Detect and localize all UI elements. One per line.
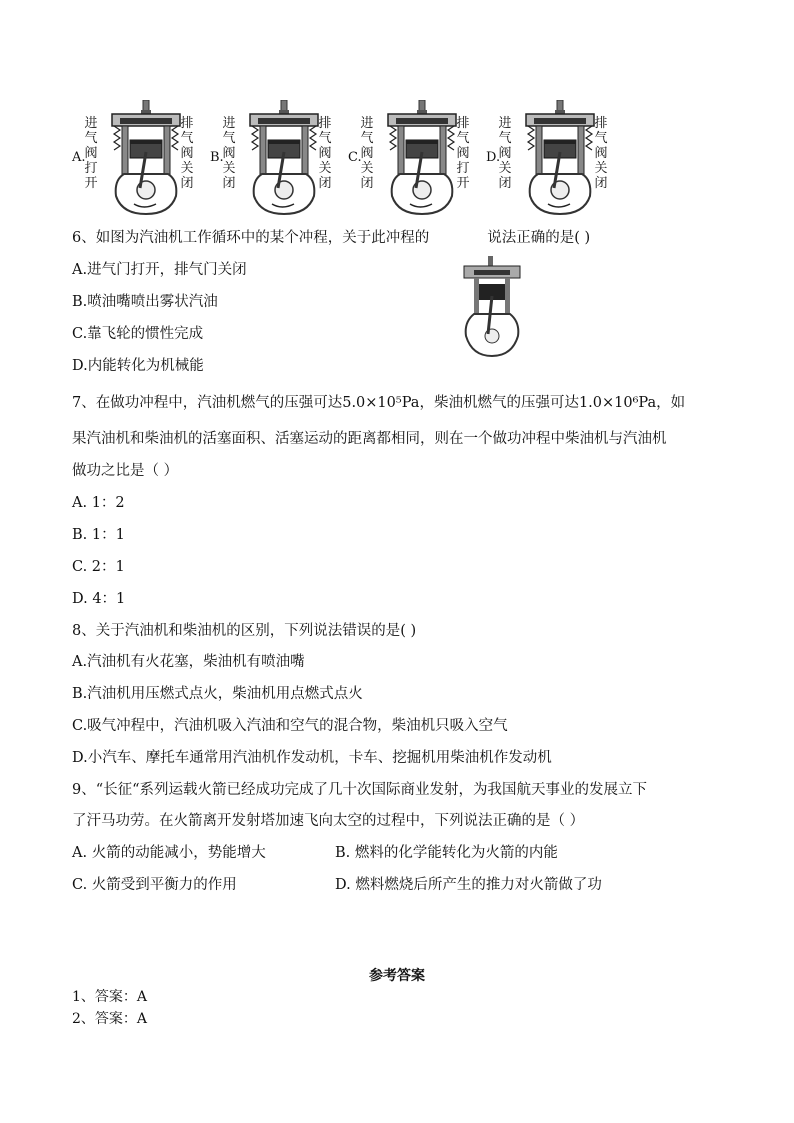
question-7-option-b: B. 1：1 bbox=[72, 527, 125, 543]
question-6-stem-part1: 6、如图为汽油机工作循环中的某个冲程，关于此冲程的 bbox=[72, 230, 430, 246]
left-valve-label: 进气阀关闭 bbox=[222, 116, 236, 191]
option-letter: C. bbox=[348, 150, 362, 165]
question-6-option-d: D.内能转化为机械能 bbox=[72, 358, 204, 374]
right-valve-label: 排气阀关闭 bbox=[180, 116, 194, 191]
question-8-option-a: A.汽油机有火花塞，柴油机有喷油嘴 bbox=[72, 654, 305, 670]
question-9-line-1: 9、“长征“系列运载火箭已经成功完成了几十次国际商业发射，为我国航天事业的发展立下 bbox=[72, 782, 648, 798]
engine-option-d bbox=[486, 100, 616, 215]
question-6-stem bbox=[72, 228, 590, 248]
question-8-option-c: C.吸气冲程中，汽油机吸入汽油和空气的混合物，柴油机只吸入空气 bbox=[72, 718, 508, 734]
question-9-option-a: A. 火箭的动能减小，势能增大 bbox=[72, 845, 266, 861]
question-6-option-b: B.喷油嘴喷出雾状汽油 bbox=[72, 294, 218, 310]
question-9-option-b: B. 燃料的化学能转化为火箭的内能 bbox=[335, 845, 558, 861]
question-6-engine-diagram bbox=[460, 256, 524, 364]
right-valve-label: 排气阀打开 bbox=[456, 116, 470, 191]
engine-option-b bbox=[210, 100, 340, 215]
option-letter: A. bbox=[72, 150, 86, 165]
question-9-option-d: D. 燃料燃烧后所产生的推力对火箭做了功 bbox=[335, 877, 602, 893]
right-valve-label: 排气阀关闭 bbox=[594, 116, 608, 191]
question-8-stem: 8、关于汽油机和柴油机的区别，下列说法错误的是( ) bbox=[72, 623, 417, 639]
question-7-line-2: 果汽油机和柴油机的活塞面积、活塞运动的距离都相同，则在一个做功冲程中柴油机与汽油机 bbox=[72, 431, 667, 447]
engine-diagram bbox=[514, 100, 606, 216]
question-7-line-1: 7、在做功冲程中，汽油机燃气的压强可达5.0×10⁵Pa，柴油机燃气的压强可达1.0×10⁶Pa，如 bbox=[72, 395, 686, 411]
question-7-line-3: 做功之比是（ ） bbox=[72, 463, 179, 479]
question-7-option-a: A. 1：2 bbox=[72, 495, 125, 511]
right-valve-label: 排气阀关闭 bbox=[318, 116, 332, 191]
engine-diagram bbox=[238, 100, 330, 216]
question-7-option-c: C. 2：1 bbox=[72, 559, 125, 575]
answer-1: 1、答案：A bbox=[72, 989, 148, 1005]
option-letter: D. bbox=[486, 150, 501, 165]
left-valve-label: 进气阀关闭 bbox=[498, 116, 512, 191]
left-valve-label: 进气阀打开 bbox=[84, 116, 98, 191]
option-letter: B. bbox=[210, 150, 224, 165]
question-6-option-a: A.进气门打开，排气门关闭 bbox=[72, 262, 247, 278]
engine-diagram bbox=[100, 100, 192, 216]
engine-diagram bbox=[376, 100, 468, 216]
engine-option-c bbox=[348, 100, 478, 215]
left-valve-label: 进气阀关闭 bbox=[360, 116, 374, 191]
question-6-stem-part2: 说法正确的是( ) bbox=[487, 230, 591, 246]
answer-2: 2、答案：A bbox=[72, 1011, 148, 1027]
question-6-option-c: C.靠飞轮的惯性完成 bbox=[72, 326, 204, 342]
question-9-option-c: C. 火箭受到平衡力的作用 bbox=[72, 877, 237, 893]
answers-title: 参考答案 bbox=[369, 968, 425, 984]
engine-option-a bbox=[72, 100, 202, 215]
question-7-option-d: D. 4：1 bbox=[72, 591, 126, 607]
question-8-option-b: B.汽油机用压燃式点火，柴油机用点燃式点火 bbox=[72, 686, 363, 702]
question-9-line-2: 了汗马功劳。在火箭离开发射塔加速飞向太空的过程中，下列说法正确的是（ ） bbox=[72, 813, 585, 829]
question-8-option-d: D.小汽车、摩托车通常用汽油机作发动机，卡车、挖掘机用柴油机作发动机 bbox=[72, 750, 552, 766]
